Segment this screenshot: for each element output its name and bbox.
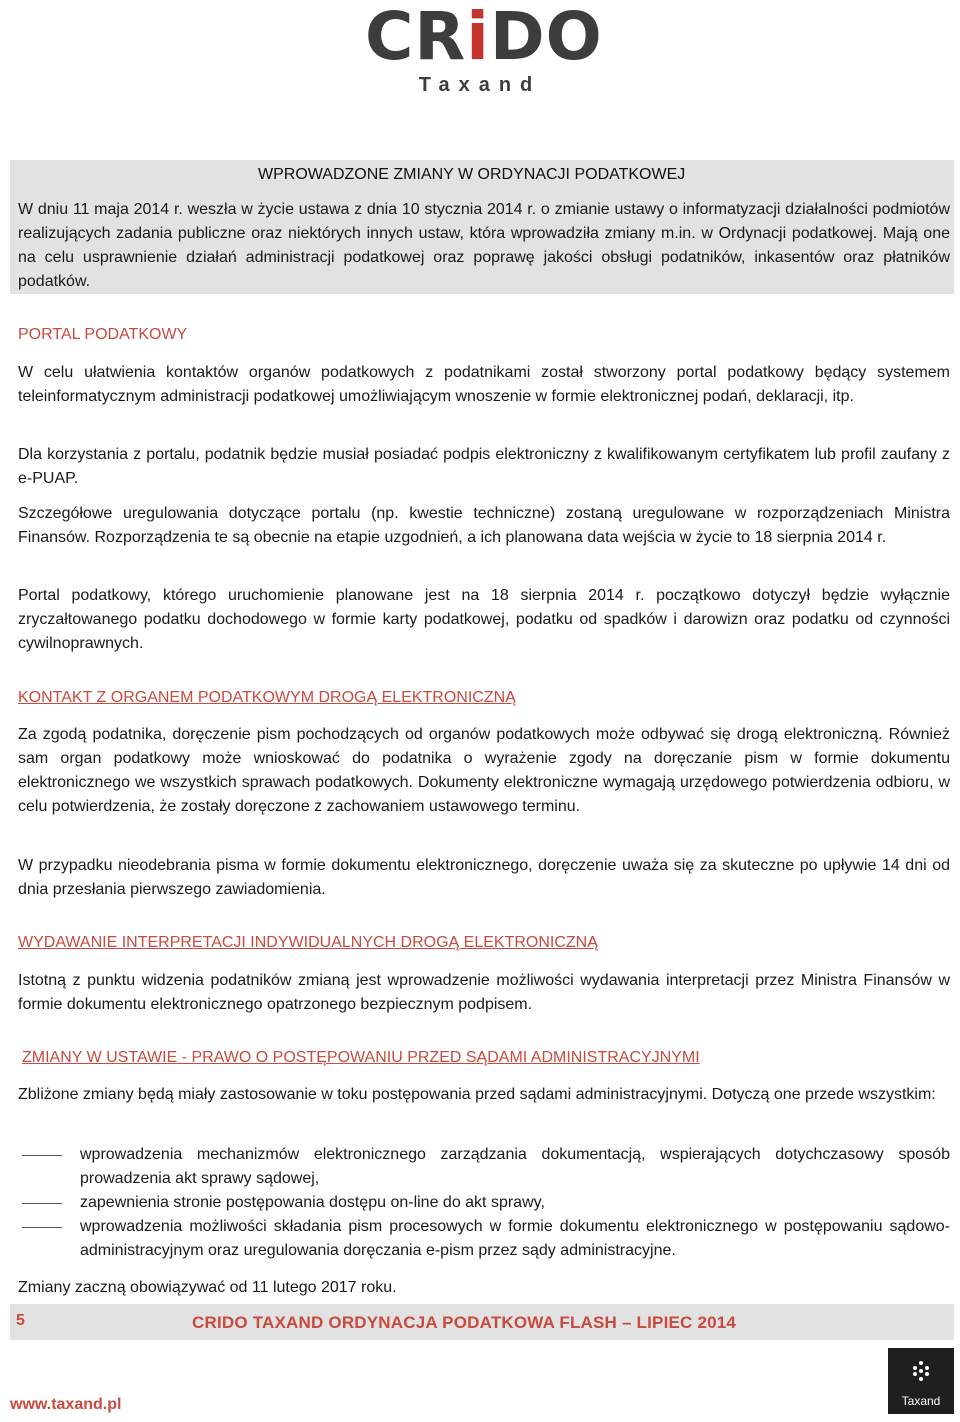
kontakt-p1: Za zgodą podatnika, doręczenie pism pochodzących od organów podatkowych może odbywać się drogą elektroniczną. Również sam organ podatkowy może wnioskować do podatnika o wyrażenie zgody na doręczanie pism w formie dokumentu elektronicznego we wszystkich sprawach podatkowych. Dokumenty elektroniczne wymagają urzędowego potwierdzenia odbioru, w celu potwierdzenia, że zostały doręczone z zachowaniem ustawowego terminu. bbox=[18, 726, 950, 815]
list-item: wprowadzenia możliwości składania pism procesowych w formie dokumentu elektronicznego w postępowaniu sądowo-administracyjnym oraz uregulowania doręczania e-pism przez sądy administracyjne. bbox=[18, 1215, 950, 1263]
heading-portal: PORTAL PODATKOWY bbox=[18, 326, 188, 343]
heading-interpretacje: WYDAWANIE INTERPRETACJI INDYWIDUALNYCH DROGĄ ELEKTRONICZNĄ bbox=[18, 934, 598, 951]
taxand-badge bbox=[888, 1348, 954, 1414]
logo-subtitle: Taxand bbox=[418, 74, 542, 96]
intro-text: W dniu 11 maja 2014 r. weszła w życie ustawa z dnia 10 stycznia 2014 r. o zmianie ustawy o informatyzacji działalności podmiotów realizujących zadania publiczne oraz niektórych innych ustaw, która wprowadziła zmiany m.in. w Ordynacji podatkowej. Mają one na celu usprawnienie działań administracji podatkowej oraz poprawę jakości obsługi podatników, inkasentów oraz płatników podatków. bbox=[18, 201, 950, 290]
portal-p2: Dla korzystania z portalu, podatnik będzie musiał posiadać podpis elektroniczny z kwalifikowanym certyfikatem lub profil zaufany z e-PUAP. bbox=[18, 446, 950, 487]
heading-kontakt: KONTAKT Z ORGANEM PODATKOWYM DROGĄ ELEKTRONICZNĄ bbox=[18, 689, 516, 706]
crido-logo bbox=[0, 0, 960, 105]
page-number: 5 bbox=[16, 1312, 25, 1329]
logo-wordmark: CRiDO bbox=[365, 0, 603, 75]
changes-list bbox=[18, 1143, 950, 1263]
taxand-dots-icon bbox=[910, 1360, 932, 1382]
ustawa-closing: Zmiany zaczną obowiązywać od 11 lutego 2017 roku. bbox=[18, 1279, 397, 1296]
portal-p4: Portal podatkowy, którego uruchomienie planowane jest na 18 sierpnia 2014 r. początkowo dotyczył będzie wyłącznie zryczałtowanego podatku dochodowego w formie karty podatkowej, podatku od spadków i darowizn oraz podatku od czynności cywilnoprawnych. bbox=[18, 587, 950, 652]
dash-bullet-icon bbox=[22, 1203, 62, 1204]
interpretacje-p1: Istotną z punktu widzenia podatników zmianą jest wprowadzenie możliwości wydawania interpretacji przez Ministra Finansów w formie dokumentu elektronicznego opatrzonego bezpiecznym podpisem. bbox=[18, 972, 950, 1013]
website-link[interactable]: www.taxand.pl bbox=[10, 1396, 122, 1413]
heading-ustawa: ZMIANY W USTAWIE - PRAWO O POSTĘPOWANIU PRZED SĄDAMI ADMINISTRACYJNYMI bbox=[22, 1049, 700, 1066]
badge-label: Taxand bbox=[901, 1394, 941, 1408]
portal-p1: W celu ułatwienia kontaktów organów podatkowych z podatnikami został stworzony portal podatkowy będący systemem teleinformatycznym administracji podatkowej umożliwiającym wnoszenie w formie elektronicznej podań, deklaracji, itp. bbox=[18, 364, 950, 405]
kontakt-p2: W przypadku nieodebrania pisma w formie dokumentu elektronicznego, doręczenie uważa się za skuteczne po upływie 14 dni od dnia przesłania pierwszego zawiadomienia. bbox=[18, 857, 950, 898]
dash-bullet-icon bbox=[22, 1227, 62, 1228]
page-title: WPROWADZONE ZMIANY W ORDYNACJI PODATKOWEJ bbox=[258, 166, 686, 183]
portal-p3: Szczegółowe uregulowania dotyczące portalu (np. kwestie techniczne) zostaną uregulowane w rozporządzeniach Ministra Finansów. Rozporządzenia te są obecnie na etapie uzgodnień, a ich planowana data wejścia w życie to 18 sierpnia 2014 r. bbox=[18, 505, 950, 546]
list-item: wprowadzenia mechanizmów elektronicznego zarządzania dokumentacją, wspierających dotychczasowy sposób prowadzenia akt sprawy sądowej, bbox=[18, 1143, 950, 1191]
list-item: zapewnienia stronie postępowania dostępu on-line do akt sprawy, bbox=[18, 1191, 950, 1215]
footer-title: CRIDO TAXAND ORDYNACJA PODATKOWA FLASH – LIPIEC 2014 bbox=[192, 1313, 737, 1332]
dash-bullet-icon bbox=[22, 1155, 62, 1156]
ustawa-p1: Zbliżone zmiany będą miały zastosowanie w toku postępowania przed sądami administracyjnymi. Dotyczą one przede wszystkim: bbox=[18, 1086, 936, 1103]
